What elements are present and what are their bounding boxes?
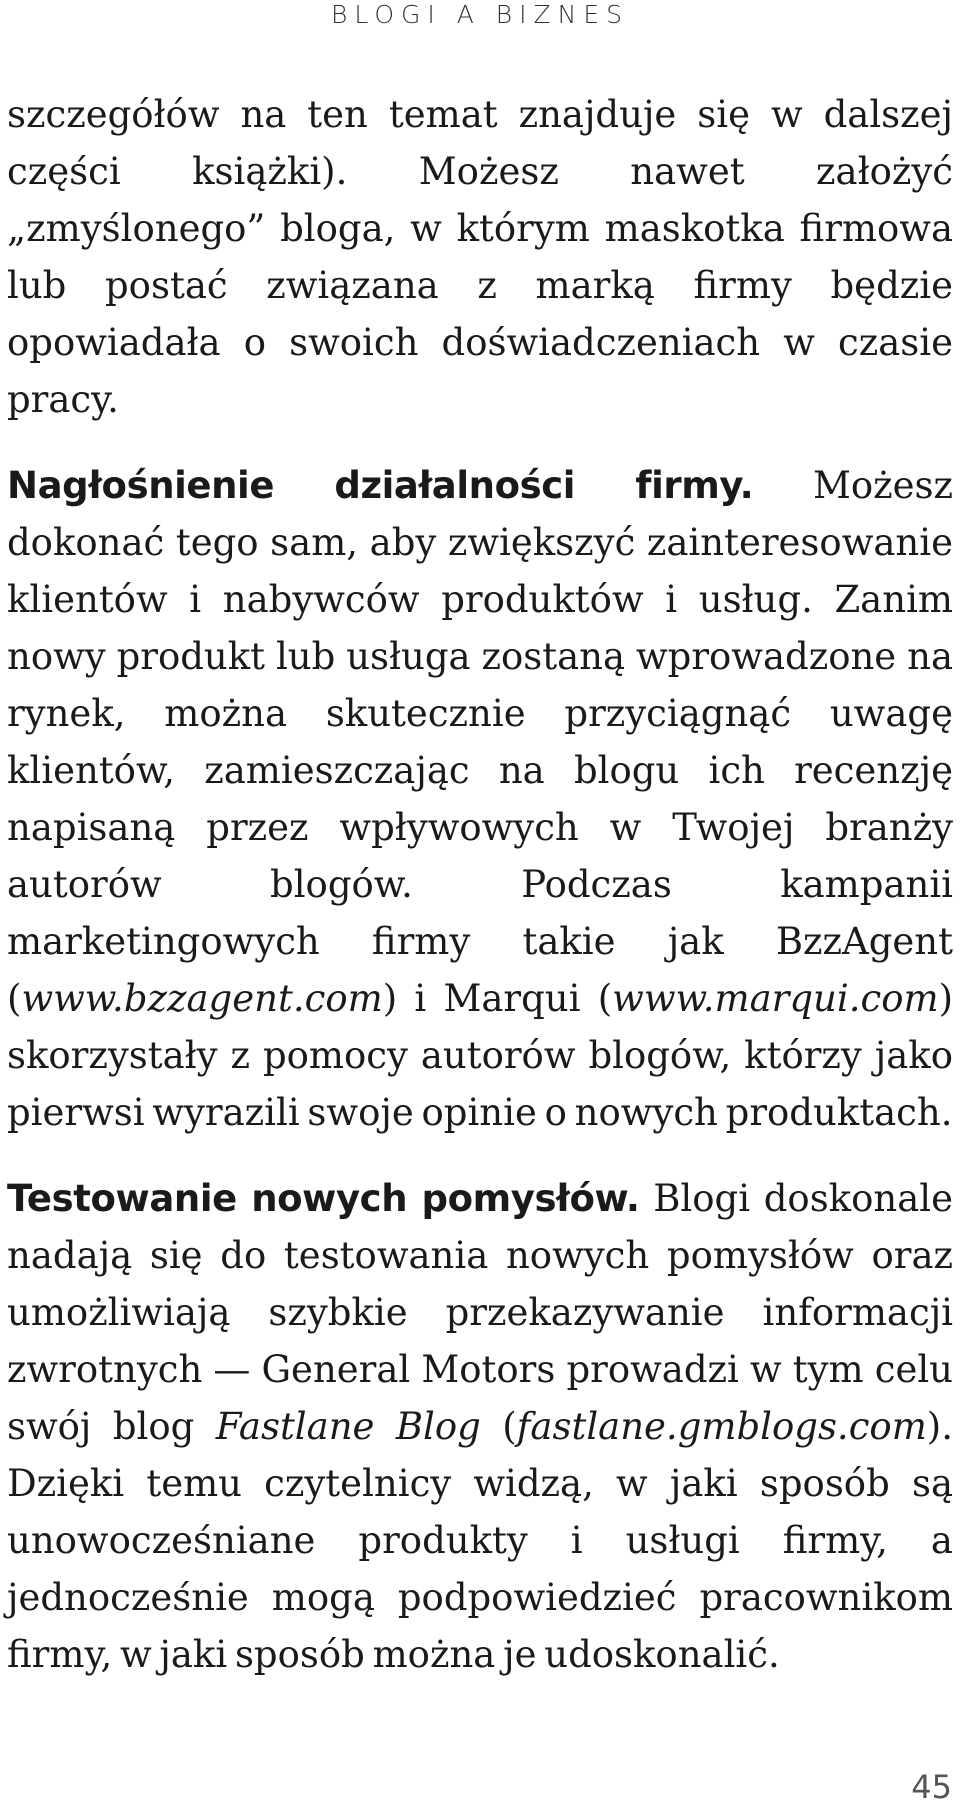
paragraph-text: szczegółów na ten temat znajduje się w dalszej części książki). Możesz nawet założyć „zmyślonego” bloga, w którym maskotka firmowa lub postać związana z marką firmy będzie opowiadała o swoich doświadczeniach w czasie pracy. bbox=[7, 93, 953, 421]
url-bzzagent: www.bzzagent.com bbox=[21, 977, 383, 1020]
blog-title: Fastlane Blog bbox=[215, 1405, 481, 1448]
paragraph-text: Możesz dokonać tego sam, aby zwiększyć zainteresowanie klientów i nabywców produktów i usług. Zanim nowy produkt lub usługa zostaną wprowadzone na rynek, można skutecznie przyciągnąć uwagę klientów, zamieszczając na blogu ich recenzję napisaną przez wpływowych w Twojej branży autorów blogów. Podczas kampanii marketingowych firmy takie jak BzzAgent ( bbox=[7, 464, 953, 1020]
running-header: BLOGI A BIZNES bbox=[330, 0, 630, 29]
paragraph-publicity bbox=[7, 457, 953, 1141]
paragraph-text: ) i Marqui ( bbox=[382, 977, 613, 1020]
paragraph-continuation bbox=[7, 86, 953, 428]
url-fastlane: fastlane.gmblogs.com bbox=[516, 1405, 927, 1448]
run-in-heading: Nagłośnienie działalności firmy. bbox=[7, 464, 754, 507]
page-number: 45 bbox=[911, 1768, 952, 1806]
run-in-heading: Testowanie nowych pomysłów. bbox=[7, 1177, 640, 1220]
body-text bbox=[7, 86, 953, 1683]
url-marqui: www.marqui.com bbox=[612, 977, 939, 1020]
paragraph-testing bbox=[7, 1170, 953, 1683]
paragraph-text: Blogi doskonale nadają się do testowania nowych pomysłów oraz umożliwiają szybkie przekazywanie informacji zwrotnych — General Motors prowadzi w tym celu swój blog bbox=[7, 1177, 953, 1448]
paragraph-text: ). Dzięki temu czytelnicy widzą, w jaki sposób są unowocześniane produkty i usługi firmy, a jednocześnie mogą podpowiedzieć pracownikom firmy, w jaki sposób można je udoskonalić. bbox=[7, 1405, 953, 1676]
paragraph-text: ) skorzystały z pomocy autorów blogów, którzy jako pierwsi wyrazili swoje opinie o nowych produktach. bbox=[7, 977, 953, 1134]
paragraph-text: ( bbox=[480, 1405, 517, 1448]
